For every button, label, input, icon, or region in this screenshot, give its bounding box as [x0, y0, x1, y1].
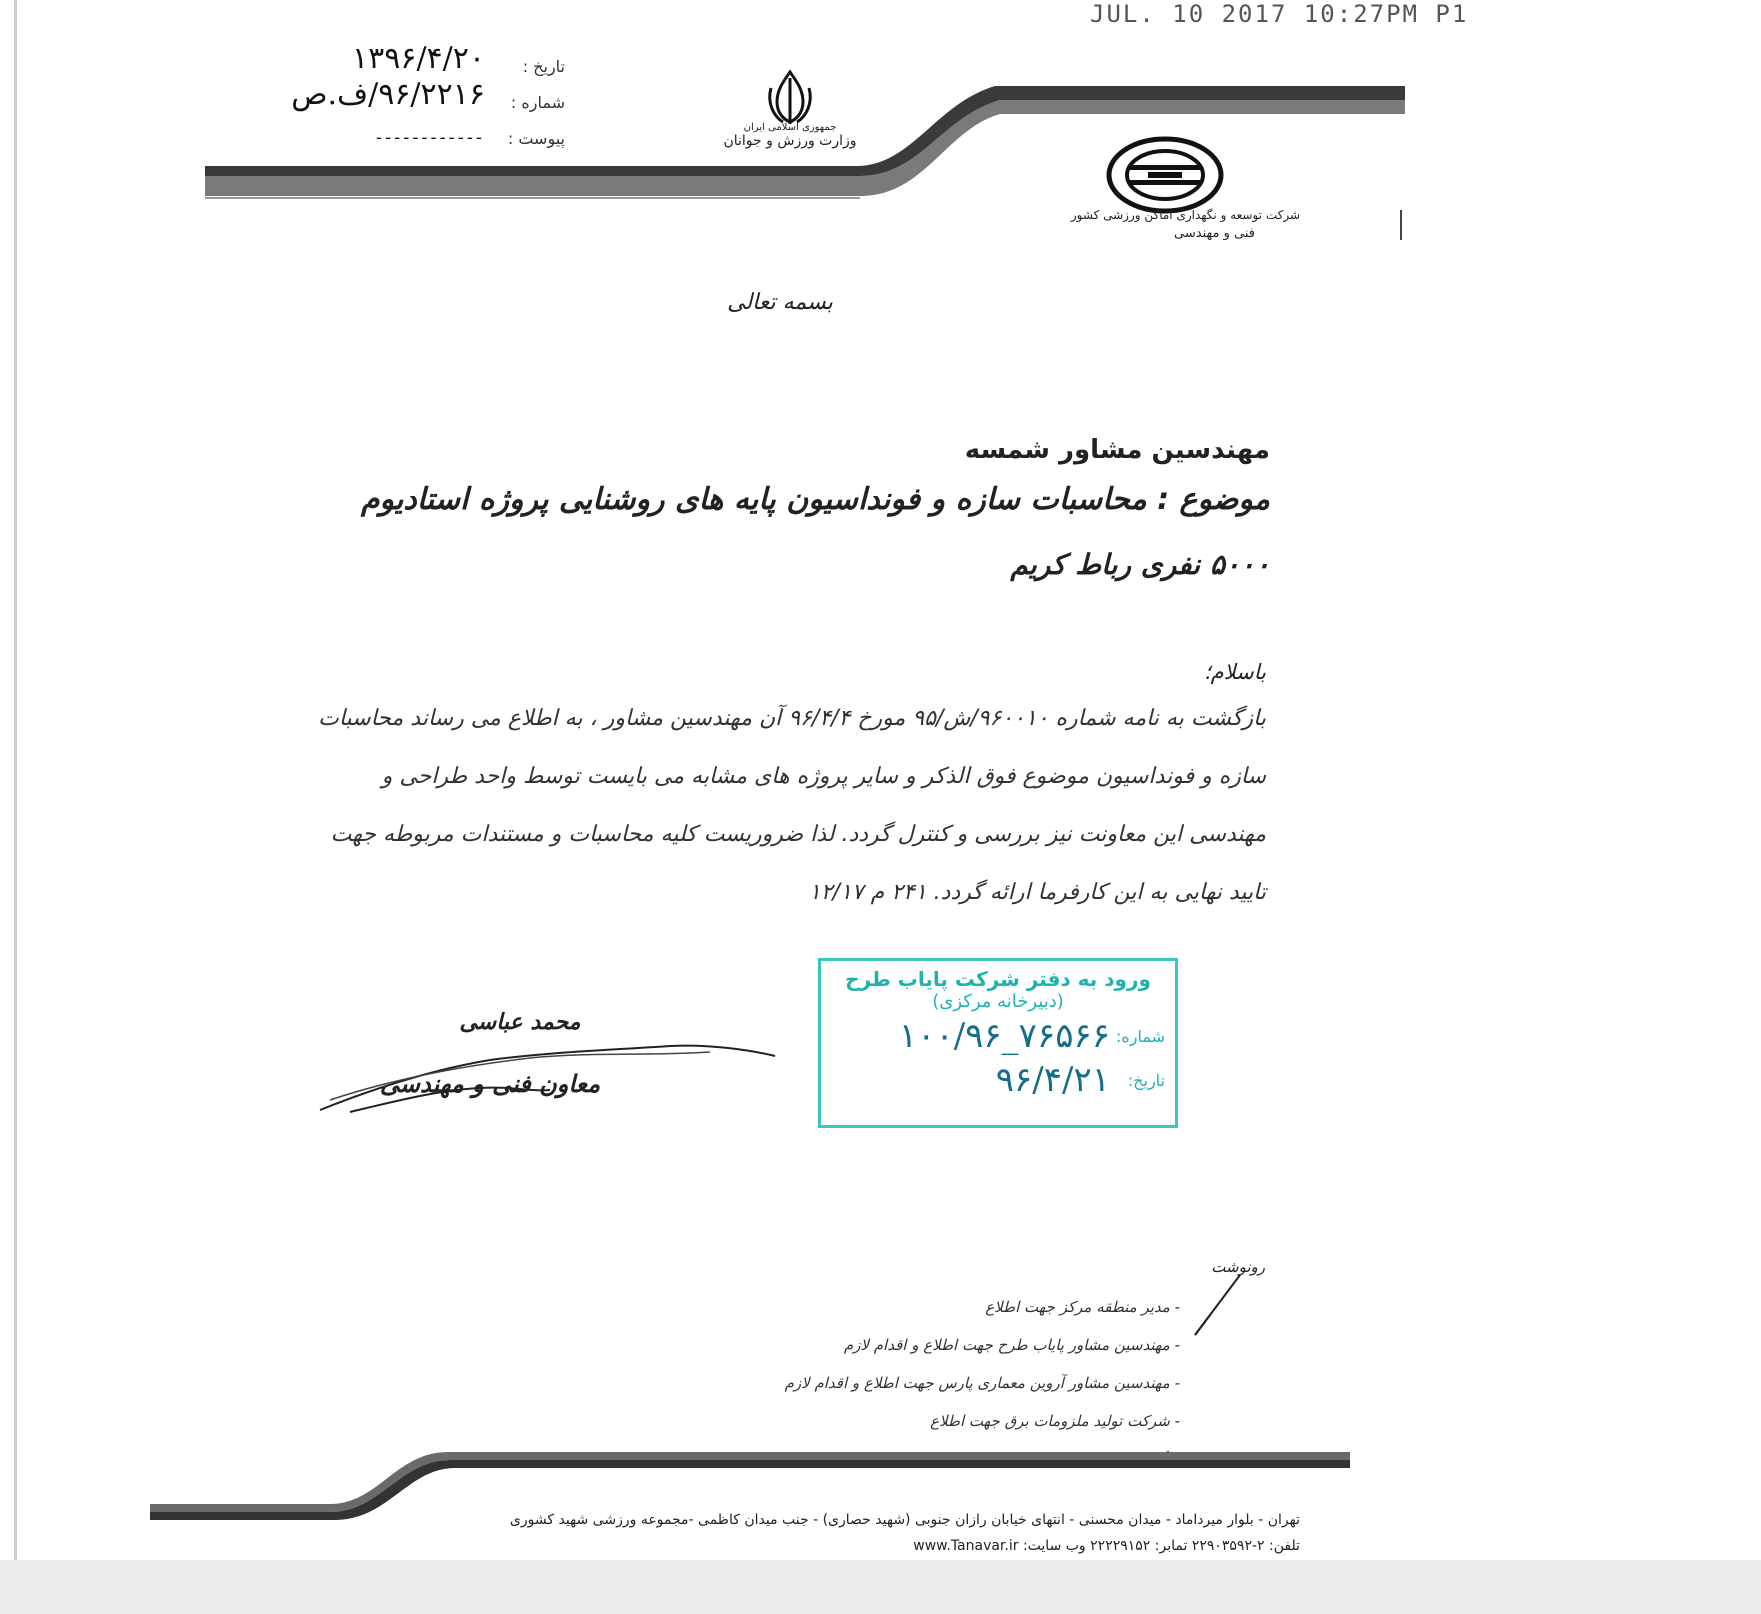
- stamp-subtitle: (دبیرخانه مرکزی): [932, 991, 1064, 1012]
- margin-mark: [1400, 210, 1402, 240]
- cc-title: رونوشت: [1211, 1258, 1265, 1276]
- republic-text: جمهوری اسلامی ایران: [743, 122, 837, 133]
- company-name-block: [1010, 208, 1300, 241]
- bismillah: بسمه تعالی: [727, 290, 833, 315]
- date-label: تاریخ :: [522, 57, 565, 76]
- iran-emblem-icon: [765, 68, 815, 128]
- cc-item: - مهندسین مشاور آروین معماری پارس جهت اطلاع و اقدام لازم: [784, 1374, 1180, 1392]
- ministry-block: [700, 122, 880, 149]
- stamp-number-row: [831, 1016, 1165, 1056]
- number-label: شماره :: [510, 93, 565, 112]
- fax-header: JUL. 10 2017 10:27PM P1: [1090, 0, 1469, 28]
- attachment-row: [235, 112, 565, 148]
- recipient: مهندسین مشاور شمسه: [964, 435, 1270, 465]
- stamp-date-label: تاریخ:: [1127, 1070, 1165, 1090]
- attachment-value: ------------: [376, 127, 485, 148]
- greeting: باسلام؛: [1203, 660, 1266, 684]
- company-department: فنی و مهندسی: [1174, 226, 1255, 241]
- received-stamp: [818, 958, 1178, 1128]
- stamp-number-label: شماره:: [1115, 1026, 1165, 1046]
- stamp-date-row: [831, 1060, 1165, 1100]
- letter-meta: [235, 40, 565, 148]
- subject-line-2: ۵۰۰۰ نفری رباط کریم: [1010, 548, 1270, 581]
- scan-bottom-edge: [0, 1560, 1761, 1614]
- company-logo-icon: [1100, 135, 1230, 215]
- subject-line-1: موضوع : محاسبات سازه و فونداسیون پایه های روشنایی پروژه استادیوم: [360, 482, 1270, 517]
- signer-title: معاون فنی و مهندسی: [379, 1070, 601, 1098]
- number-row: [235, 76, 565, 112]
- footer-address: تهران - بلوار میرداماد - میدان محسنی - انتهای خیابان رازان جنوبی (شهید حصاری) - جنب میدان کاظمی -مجموعه ورزشی شهید کشوری: [509, 1512, 1300, 1528]
- footer-band: [150, 1450, 1400, 1520]
- footer-contacts: تلفن: ۲-۲۲۹۰۳۵۹۲ تمابر: ۲۲۲۲۹۱۵۲ وب سایت: www.Tanavar.ir: [913, 1538, 1300, 1554]
- attachment-label: پیوست :: [507, 129, 565, 148]
- cc-item: - مدیر منطقه مرکز جهت اطلاع: [985, 1298, 1180, 1316]
- stamp-title: ورود به دفتر شرکت پایاب طرح: [845, 967, 1151, 991]
- letter-body: بازگشت به نامه شماره ۹۶۰۰۱۰/ش/۹۵ مورخ ۹۶/۴/۴ آن مهندسین مشاور ، به اطلاع می رساند محاسبات سازه و فونداسیون موضوع فوق الذکر و سایر پروژه های مشابه می بایست توسط واحد طراحی و مهندسی این معاونت نیز بررسی و کنترل گردد. لذا ضروریست کلیه محاسبات و مستندات مربوطه جهت تایید نهایی به این کارفرما ارائه گردد. ۲۴۱ م ۱۲/۱۷: [318, 706, 1266, 905]
- date-row: [235, 40, 565, 76]
- stamp-date-value: ۹۶/۴/۲۱: [995, 1060, 1110, 1100]
- cc-checkmark: [1190, 1270, 1250, 1340]
- date-value: ۱۳۹۶/۴/۲۰: [351, 41, 485, 76]
- company-name: شرکت توسعه و نگهداری اماکن ورزشی کشور: [1070, 208, 1300, 222]
- ministry-name: وزارت ورزش و جوانان: [723, 133, 857, 149]
- number-value: ۹۶/۲۲۱۶/ف.ص: [291, 77, 485, 112]
- signature-scribble: [310, 1030, 780, 1120]
- signer-name: محمد عباسی: [459, 1010, 581, 1035]
- cc-item: - مهندسین مشاور پایاب طرح جهت اطلاع و اقدام لازم: [843, 1336, 1180, 1354]
- cc-item: - شرکت تولید ملزومات برق جهت اطلاع: [930, 1412, 1180, 1430]
- stamp-number-value: ۱۰۰/۹۶_۷۶۵۶۶: [898, 1016, 1110, 1056]
